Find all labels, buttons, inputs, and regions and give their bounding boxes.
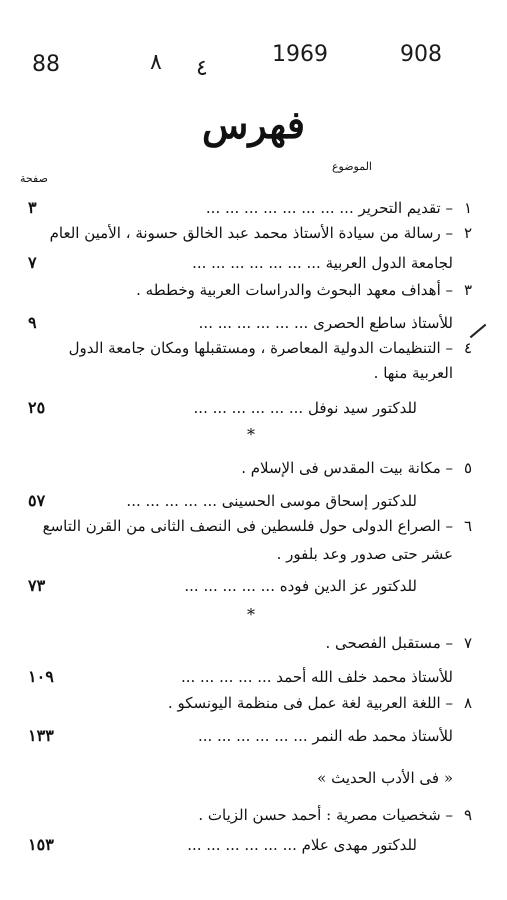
entry-line: ٧– مستقبل الفصحى .	[325, 634, 473, 652]
entry-page: ٧٣	[28, 576, 46, 595]
handwritten-number: ٨	[150, 50, 162, 75]
entry-line: ٥– مكانة بيت المقدس فى الإسلام .	[241, 459, 473, 477]
entry-line: عشر حتى صدور وعد بلفور .	[276, 545, 453, 563]
entry-line: للأستاذ محمد طه النمر ... ... ... ... ... ...	[197, 727, 453, 745]
entry-line: للدكتور عز الدين فوده ... ... ... ... ...	[184, 577, 417, 595]
entry-line: العربية منها .	[373, 364, 453, 382]
section-divider-star: *	[247, 425, 255, 444]
entry-page: ٥٧	[28, 491, 46, 510]
entry-line: ٢– رسالة من سيادة الأستاذ محمد عبد الخالق حسونة ، الأمين العام	[49, 224, 473, 242]
entry-line: للدكتور سيد نوفل ... ... ... ... ... ...	[193, 399, 417, 417]
entry-page: ١٥٣	[28, 835, 54, 854]
entry-line: ٨– اللغة العربية لغة عمل فى منظمة اليونسكو .	[167, 694, 473, 712]
subject-column-header: الموضوع	[331, 160, 372, 173]
entry-page: ١٠٩	[28, 667, 54, 686]
entry-page: ١٣٣	[28, 726, 54, 745]
entry-line: ١– تقديم التحرير ... ... ... ... ... ... ... ...	[205, 199, 473, 217]
entry-line: للأستاذ محمد خلف الله أحمد ... ... ... ... ...	[180, 668, 453, 686]
section-divider-star: *	[247, 605, 255, 624]
entry-page: ٧	[28, 253, 37, 272]
entry-line: للأستاذ ساطع الحصرى ... ... ... ... ... ...	[198, 314, 453, 332]
handwritten-number: 88	[32, 52, 60, 77]
entry-page: ٢٥	[28, 398, 46, 417]
entry-line: لجامعة الدول العربية ... ... ... ... ... ... ...	[192, 254, 453, 272]
entry-line: ٩– شخصيات مصرية : أحمد حسن الزيات .	[198, 806, 473, 824]
entry-line: للدكتور إسحاق موسى الحسينى ... ... ... ... ...	[126, 492, 417, 510]
entry-line: للدكتور مهدى علام ... ... ... ... ... ...	[187, 836, 417, 854]
handwritten-year: 1969	[272, 42, 328, 67]
page-column-header: صفحة	[20, 172, 48, 185]
entry-line: ٣– أهداف معهد البحوث والدراسات العربية وخططه .	[136, 281, 473, 299]
handwritten-number: 908	[400, 42, 442, 67]
entry-page: ٩	[28, 313, 37, 332]
section-heading: « فى الأدب الحديث »	[317, 769, 453, 787]
entry-line: ٦– الصراع الدولى حول فلسطين فى النصف الثانى من القرن التاسع	[42, 517, 473, 535]
entry-line: ٤– التنظيمات الدولية المعاصرة ، ومستقبلها ومكان جامعة الدول	[68, 339, 473, 357]
entry-page: ٣	[28, 198, 37, 217]
page-title: فهرس	[201, 102, 306, 147]
handwritten-number: ٤	[196, 56, 208, 81]
